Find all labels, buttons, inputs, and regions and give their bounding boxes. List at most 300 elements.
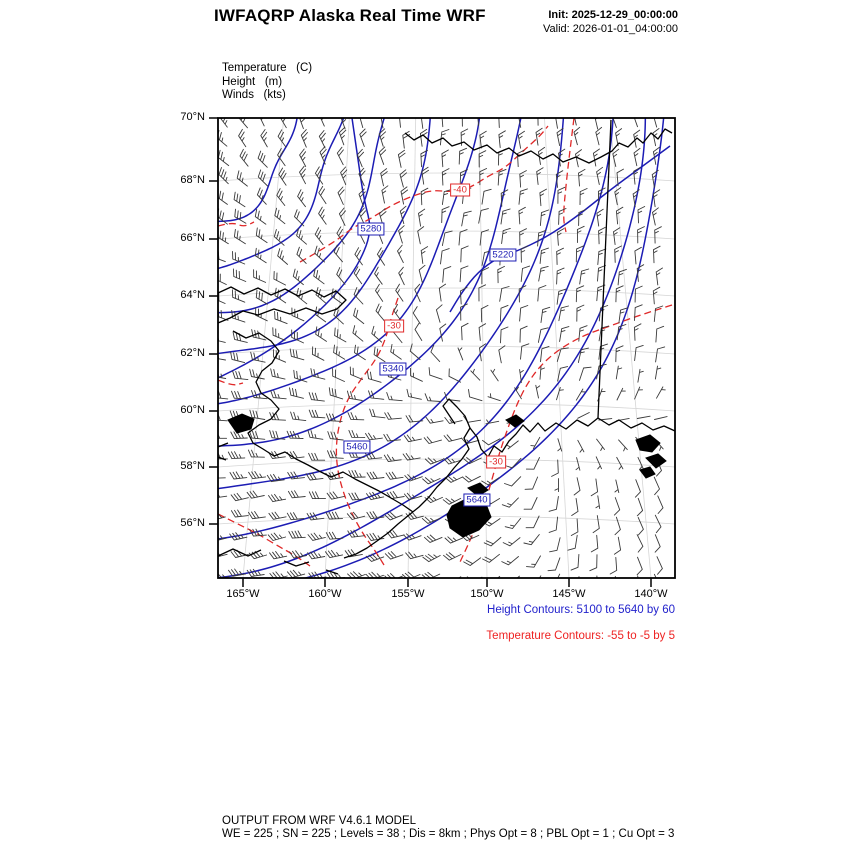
wind-barb xyxy=(319,207,327,224)
wind-barb xyxy=(656,268,662,285)
height-contour-label: 5460 xyxy=(343,441,370,454)
wind-barb xyxy=(445,537,463,543)
model-output-line: OUTPUT FROM WRF V4.6.1 MODEL xyxy=(222,815,417,827)
wind-barb xyxy=(290,388,304,399)
wind-barb xyxy=(635,387,643,399)
wind-barb xyxy=(577,305,584,321)
wind-barb xyxy=(502,498,518,507)
wind-barb xyxy=(436,305,442,323)
wind-barb xyxy=(555,479,559,492)
wind-barb xyxy=(480,169,487,185)
wind-barb xyxy=(386,472,403,479)
wind-barb xyxy=(574,478,580,495)
wind-barb xyxy=(271,369,285,379)
wind-barb xyxy=(426,417,443,423)
lat-tick-label: 56°N xyxy=(180,517,205,529)
wind-barb xyxy=(444,553,462,561)
wind-barb xyxy=(269,494,286,501)
wind-barb xyxy=(574,108,580,125)
wind-barb xyxy=(616,366,621,379)
wind-barb xyxy=(315,228,323,245)
wind-barb xyxy=(486,420,499,424)
wind-barb xyxy=(469,390,483,401)
temperature-contour-caption: Temperature Contours: -55 to -5 by 5 xyxy=(486,630,675,642)
wind-barb xyxy=(498,169,506,185)
wind-barb xyxy=(217,230,228,244)
wind-barb xyxy=(298,190,306,207)
wind-barb xyxy=(526,516,539,528)
temp-contour-label: -30 xyxy=(384,320,404,333)
wind-barb xyxy=(425,394,441,402)
wind-barb xyxy=(576,458,580,471)
wind-barb xyxy=(277,189,285,206)
wind-barb xyxy=(421,188,428,205)
wind-barb xyxy=(270,552,287,559)
wind-barb xyxy=(439,284,445,301)
wind-barb xyxy=(401,187,408,204)
wind-barb xyxy=(591,535,598,552)
wind-barb xyxy=(370,409,385,418)
wind-barb xyxy=(219,168,228,184)
wind-barb xyxy=(539,266,549,281)
wind-barb xyxy=(654,477,659,495)
wind-barb xyxy=(300,166,306,183)
wind-barb xyxy=(255,209,266,224)
temp-contour-label: -40 xyxy=(450,184,470,197)
wind-barb xyxy=(360,129,366,147)
wind-barb xyxy=(655,535,660,553)
wind-barb xyxy=(655,366,660,379)
wind-barb xyxy=(233,269,245,282)
wind-barb xyxy=(249,431,264,439)
lon-tick-label: 160°W xyxy=(308,588,342,600)
wind-barb xyxy=(212,413,228,421)
valid-timestamp: Valid: 2026-01-01_04:00:00 xyxy=(543,23,678,35)
wind-barb xyxy=(271,391,287,399)
wind-barb xyxy=(353,326,363,342)
wind-barb xyxy=(618,269,626,285)
model-config-line: WE = 225 ; SN = 225 ; Levels = 38 ; Dis = 8km ; Phys Opt = 8 ; PBL Opt = 1 ; Cu Opt = 3 xyxy=(222,828,675,840)
wind-barb xyxy=(524,535,539,545)
wind-barb xyxy=(520,306,528,322)
wind-barb xyxy=(311,369,325,380)
wind-barb xyxy=(275,208,285,224)
wind-barb xyxy=(309,410,325,418)
wind-barb xyxy=(231,493,248,500)
wind-barb xyxy=(461,246,468,262)
wind-barb xyxy=(488,394,500,401)
wind-barb xyxy=(375,267,383,284)
wind-barb xyxy=(552,460,559,476)
wind-barb xyxy=(354,308,364,323)
lat-tick-label: 64°N xyxy=(180,289,205,301)
wind-barb xyxy=(471,369,480,380)
wind-barb xyxy=(578,413,590,419)
wind-barb xyxy=(559,209,566,225)
wind-barb xyxy=(559,306,569,321)
wind-barb xyxy=(374,347,385,362)
wind-barb xyxy=(520,326,527,342)
wind-barb xyxy=(347,512,364,519)
wind-barb xyxy=(381,169,388,186)
wind-barb xyxy=(441,249,450,264)
wind-barb xyxy=(557,229,564,246)
wind-barb xyxy=(655,417,668,420)
wind-barb xyxy=(419,209,425,226)
wind-barb xyxy=(653,208,659,225)
wind-barb xyxy=(638,369,643,382)
wind-barb xyxy=(407,389,421,399)
temp-contour-label: -30 xyxy=(486,456,506,469)
legend-winds: Winds (kts) xyxy=(222,89,286,101)
wind-barb xyxy=(345,550,362,557)
wind-barb xyxy=(597,209,603,226)
wind-barb xyxy=(233,371,248,380)
wind-barb xyxy=(423,554,440,561)
wind-barb xyxy=(384,455,401,462)
wind-barb xyxy=(379,147,385,165)
wind-barb xyxy=(519,189,527,204)
wind-barb xyxy=(615,480,619,493)
wind-barb xyxy=(614,228,620,245)
wind-barb xyxy=(421,247,427,264)
wind-barb xyxy=(654,246,661,263)
wind-barb xyxy=(459,148,466,164)
wind-barb xyxy=(270,413,286,421)
wind-barb xyxy=(537,168,543,185)
wind-barb xyxy=(274,272,286,286)
wind-barb xyxy=(348,413,364,420)
height-contour-caption: Height Contours: 5100 to 5640 by 60 xyxy=(487,604,675,616)
wind-barb xyxy=(579,326,587,342)
wind-barb xyxy=(483,554,500,562)
wind-barb xyxy=(619,440,628,451)
wind-barb xyxy=(653,190,659,207)
wind-barb xyxy=(547,574,560,586)
wind-barb xyxy=(501,209,510,224)
wind-barb xyxy=(228,452,245,459)
wind-barb xyxy=(597,167,603,184)
height-contour-label: 5220 xyxy=(489,249,516,262)
wind-barb xyxy=(424,437,441,444)
wind-barb xyxy=(503,538,520,546)
wind-barb xyxy=(400,170,407,187)
wind-barb xyxy=(520,370,524,383)
wind-barb xyxy=(442,150,449,167)
wind-barb xyxy=(319,131,325,149)
wind-barb xyxy=(404,435,421,442)
wind-barb xyxy=(350,367,362,380)
wind-barb xyxy=(316,327,327,342)
wind-barb xyxy=(367,533,384,540)
wind-barb xyxy=(614,537,620,554)
wind-barb xyxy=(591,479,597,496)
wind-barb xyxy=(443,267,451,283)
wind-barb xyxy=(248,450,264,457)
wind-barb xyxy=(297,229,307,245)
lon-tick-label: 145°W xyxy=(552,588,586,600)
wind-barb xyxy=(413,307,420,324)
init-timestamp: Init: 2025-12-29_00:00:00 xyxy=(548,9,678,21)
legend-temperature: Temperature (C) xyxy=(222,62,313,74)
page-title: IWFAQRP Alaska Real Time WRF xyxy=(214,6,486,25)
wind-barb xyxy=(385,552,403,560)
wind-barb xyxy=(557,387,564,399)
wind-barb xyxy=(406,415,423,422)
height-contour-label: 5640 xyxy=(463,494,490,507)
legend-height: Height (m) xyxy=(222,75,283,88)
wind-barb xyxy=(237,171,247,186)
wind-barb xyxy=(637,535,643,553)
wind-barb xyxy=(258,151,267,167)
wind-barb xyxy=(218,150,228,165)
wind-barb xyxy=(482,268,489,284)
wind-barb xyxy=(349,430,365,437)
wind-barb xyxy=(654,306,662,322)
wind-barb xyxy=(635,480,640,498)
wind-barb xyxy=(656,326,664,342)
wind-barb xyxy=(459,230,467,246)
wind-barb xyxy=(398,245,404,263)
wind-barb xyxy=(337,147,343,165)
wind-barb xyxy=(580,189,587,205)
wind-barb xyxy=(290,551,307,558)
wind-barb xyxy=(638,227,645,243)
wind-barb xyxy=(254,270,266,283)
lat-tick-label: 62°N xyxy=(180,347,205,359)
wind-barb xyxy=(398,150,405,167)
wind-barb xyxy=(653,287,660,304)
wind-barb xyxy=(338,187,344,205)
wind-barb xyxy=(595,112,601,129)
wind-barb xyxy=(234,192,245,207)
wind-barb xyxy=(482,189,491,204)
wind-barb xyxy=(261,130,268,147)
wind-barb xyxy=(319,186,326,203)
wind-barb xyxy=(557,268,565,284)
wind-barb xyxy=(520,171,527,188)
wind-barb xyxy=(335,328,346,342)
wind-barb xyxy=(387,393,403,401)
wind-barb xyxy=(385,413,402,420)
wind-barb xyxy=(231,352,245,363)
wind-barb xyxy=(499,346,505,363)
wind-barb xyxy=(635,305,643,321)
wind-barb xyxy=(548,558,560,571)
wind-barb xyxy=(215,271,227,284)
wind-barb xyxy=(460,266,468,282)
wind-barb xyxy=(399,226,405,243)
wind-barb xyxy=(278,249,288,265)
wind-barb xyxy=(515,387,522,399)
height-contour-label: 5280 xyxy=(357,223,384,236)
lon-tick-label: 140°W xyxy=(634,588,668,600)
wind-barb xyxy=(367,512,384,519)
wind-barb xyxy=(540,366,545,379)
wind-barb xyxy=(293,269,303,285)
wind-barb xyxy=(571,554,579,570)
wind-barb xyxy=(425,535,443,542)
wind-barb xyxy=(637,557,642,575)
wind-barb xyxy=(656,347,665,362)
wind-barb xyxy=(367,472,384,479)
wind-barb xyxy=(328,432,343,440)
wind-barb xyxy=(505,477,521,486)
lon-tick-label: 150°W xyxy=(470,588,504,600)
wind-barb xyxy=(637,498,642,516)
wind-barb xyxy=(549,497,558,512)
wind-barb xyxy=(518,131,524,148)
wind-barb xyxy=(309,453,325,460)
wind-barb xyxy=(291,412,306,421)
wind-barb xyxy=(499,111,506,128)
wind-barb xyxy=(576,286,583,302)
wind-barb xyxy=(249,551,266,558)
wind-barb xyxy=(367,492,384,499)
wind-barb xyxy=(617,388,625,400)
wind-barb xyxy=(399,267,405,285)
wind-barb xyxy=(341,111,347,129)
wind-barb xyxy=(558,439,562,451)
lat-tick-label: 68°N xyxy=(180,174,205,186)
lat-tick-label: 70°N xyxy=(180,111,205,123)
wind-barb xyxy=(572,499,578,516)
wind-barb xyxy=(560,327,569,342)
wind-barb xyxy=(329,388,342,399)
wind-barb xyxy=(579,169,586,186)
wind-barb xyxy=(596,127,602,144)
wind-barb xyxy=(550,538,561,552)
wind-barb xyxy=(287,513,304,520)
wind-barb xyxy=(425,496,443,502)
wind-barb xyxy=(234,229,245,243)
wind-barb xyxy=(615,517,620,535)
wind-barb xyxy=(290,349,304,360)
wind-barb xyxy=(325,550,342,557)
wind-barb xyxy=(445,392,460,401)
wind-barb xyxy=(464,558,481,566)
wind-barb xyxy=(288,491,305,498)
wind-barb xyxy=(273,328,285,341)
wind-barb xyxy=(655,515,661,533)
wind-barb xyxy=(568,535,577,550)
wind-barb xyxy=(300,149,306,167)
wind-barb xyxy=(580,367,592,380)
wind-barb xyxy=(239,129,246,146)
wind-barb xyxy=(593,516,599,533)
wind-barb xyxy=(638,207,645,223)
wind-barb xyxy=(574,127,580,144)
wind-barb xyxy=(230,472,247,479)
wind-barb xyxy=(247,491,264,498)
wind-barb xyxy=(366,433,383,440)
lat-tick-label: 58°N xyxy=(180,460,205,472)
wind-barb xyxy=(658,496,663,514)
wind-barb xyxy=(526,458,539,470)
wind-barb xyxy=(442,169,449,186)
wind-barb xyxy=(309,393,324,402)
lat-tick-label: 66°N xyxy=(180,232,205,244)
wind-barb xyxy=(536,385,540,398)
wind-barb xyxy=(613,149,619,166)
wind-barb xyxy=(273,350,285,363)
wind-barb xyxy=(458,348,463,360)
wind-barb xyxy=(418,227,424,244)
wind-barb xyxy=(301,130,307,148)
wind-barb xyxy=(541,307,550,322)
wind-barb xyxy=(249,472,266,479)
wind-barb xyxy=(655,227,662,243)
wind-barb xyxy=(519,207,526,224)
wind-barb xyxy=(376,304,384,321)
wind-barb xyxy=(462,323,469,340)
wind-barb xyxy=(505,518,520,528)
wind-barb xyxy=(396,284,403,301)
wind-barb xyxy=(382,186,388,203)
wind-barb xyxy=(502,557,519,565)
wind-barb xyxy=(415,323,422,340)
wind-barb xyxy=(557,248,564,264)
wind-barb xyxy=(610,576,617,593)
wind-barb xyxy=(590,555,597,571)
wind-barb xyxy=(240,149,248,166)
wind-barb xyxy=(326,532,343,539)
wind-barb xyxy=(597,439,605,450)
wind-barb xyxy=(518,150,525,167)
wind-barb xyxy=(531,437,540,448)
wind-barb xyxy=(634,324,641,341)
wind-barb xyxy=(549,517,558,532)
wind-barb xyxy=(657,387,666,398)
wind-barb xyxy=(614,498,619,515)
wind-barb xyxy=(610,557,617,574)
wind-barb xyxy=(540,189,547,206)
wind-barb xyxy=(616,286,623,302)
wind-barb xyxy=(498,266,505,282)
wind-barb xyxy=(577,226,584,242)
wind-barb xyxy=(339,127,345,145)
wind-barb xyxy=(212,391,227,399)
wind-barb xyxy=(328,451,344,459)
wind-barb xyxy=(616,346,623,362)
wind-barb xyxy=(580,269,589,284)
wind-barb xyxy=(599,306,607,321)
wind-barb xyxy=(596,496,600,509)
wind-barb xyxy=(308,430,323,439)
wind-barb xyxy=(442,231,452,246)
wind-barb xyxy=(637,416,650,418)
wind-barb xyxy=(299,111,307,129)
wind-barb xyxy=(524,498,537,510)
wind-barb xyxy=(289,531,306,538)
wind-barb xyxy=(501,327,509,343)
wind-barb xyxy=(571,519,578,536)
wind-barb xyxy=(314,269,324,284)
wind-barb xyxy=(482,478,499,485)
wind-barb xyxy=(431,345,440,362)
wind-barb xyxy=(249,512,266,519)
lat-tick-label: 60°N xyxy=(180,404,205,416)
wind-barb xyxy=(558,187,565,203)
wind-barb xyxy=(354,288,363,305)
wind-barb xyxy=(269,512,286,519)
wind-barb xyxy=(499,131,506,148)
wind-barb xyxy=(333,369,345,382)
wind-barb xyxy=(635,345,644,360)
wind-barb xyxy=(657,557,662,575)
wind-barb xyxy=(540,248,548,263)
wind-barb xyxy=(308,533,325,540)
